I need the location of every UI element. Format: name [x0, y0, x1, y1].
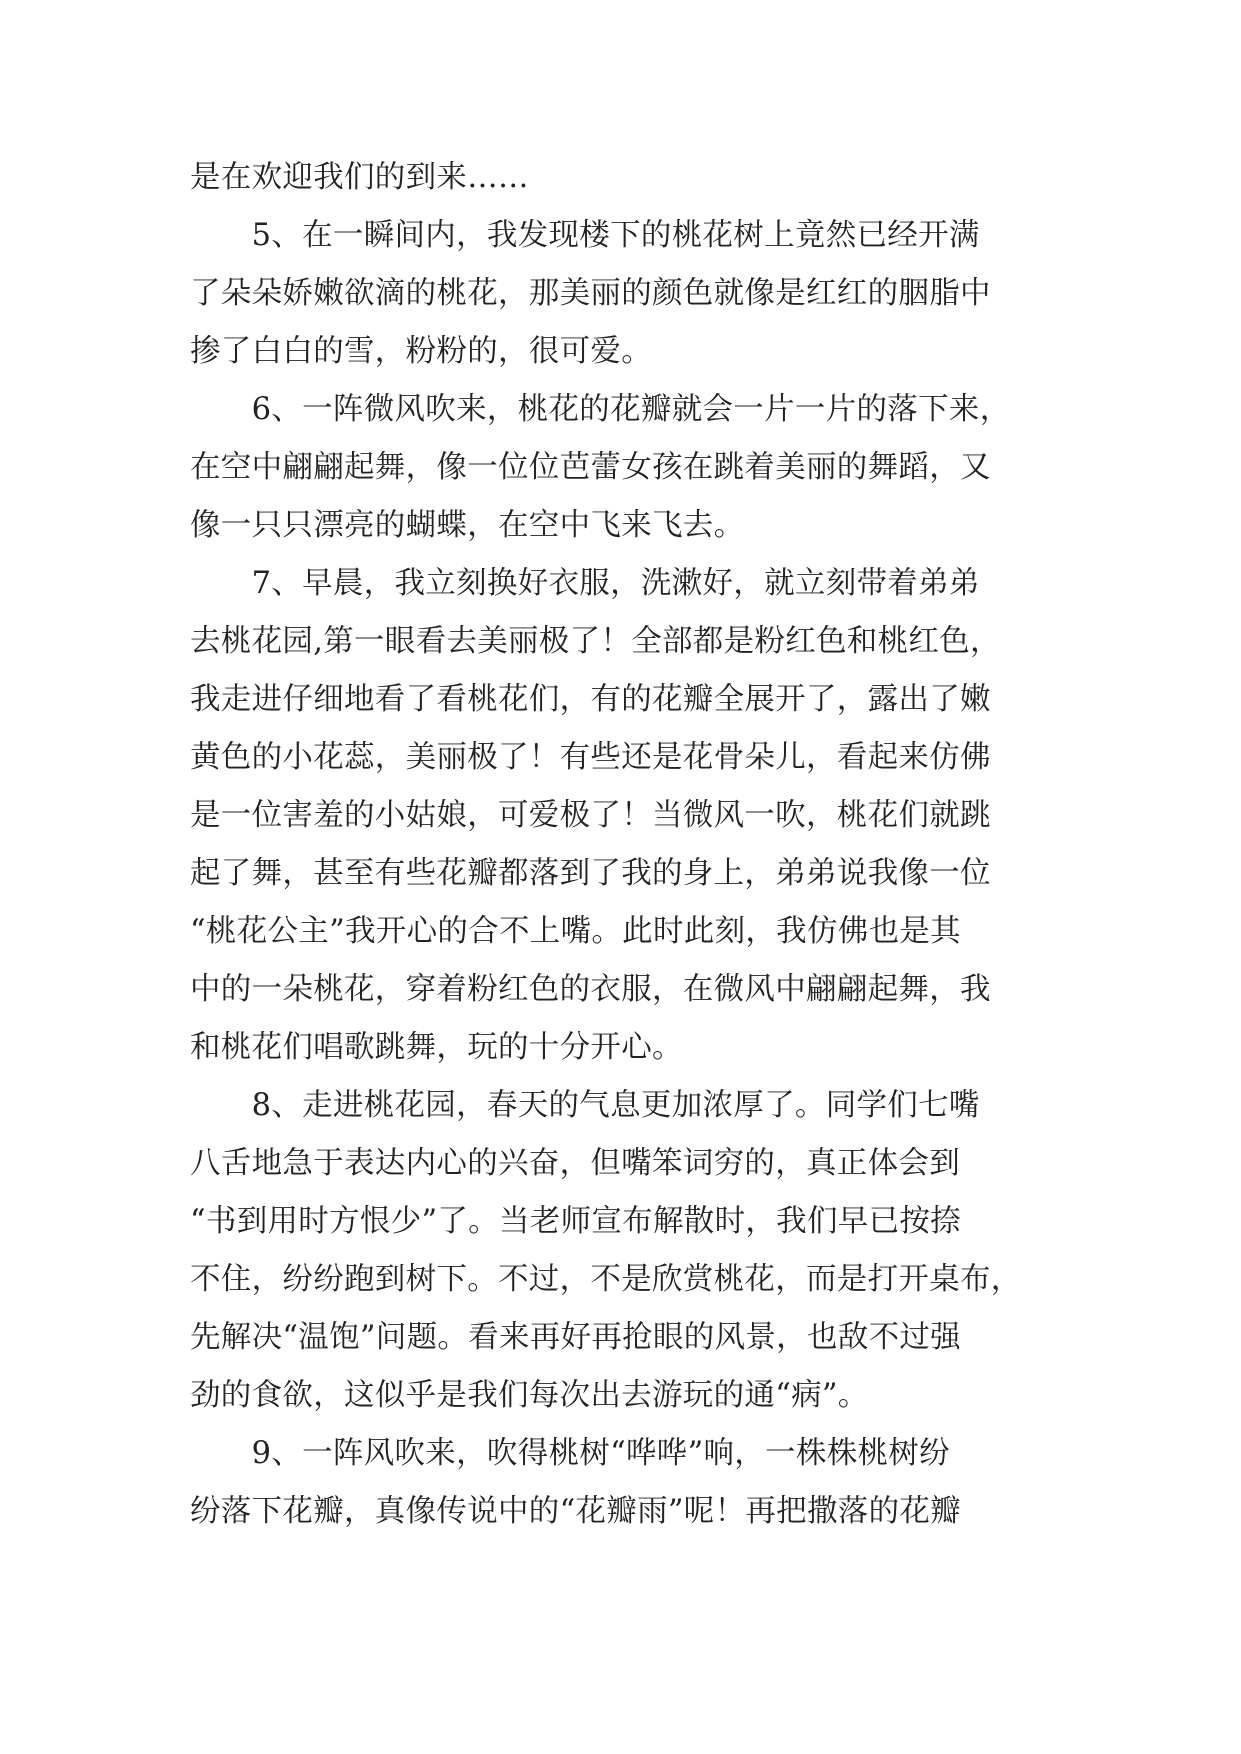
- text-line: 先解决“温饱”问题。看来再好再抢眼的风景，也敌不过强: [190, 1320, 961, 1355]
- text-line: 纷落下花瓣，真像传说中的“花瓣雨”呢！再把撒落的花瓣: [190, 1494, 961, 1529]
- text-line: 在空中翩翩起舞，像一位位芭蕾女孩在跳着美丽的舞蹈，又: [190, 450, 991, 485]
- text-line: 是在欢迎我们的到来……: [190, 160, 529, 195]
- text-line: 我走进仔细地看了看桃花们，有的花瓣全展开了，露出了嫩: [190, 682, 991, 717]
- text-line: 掺了白白的雪，粉粉的，很可爱。: [190, 334, 652, 369]
- text-line: 和桃花们唱歌跳舞，玩的十分开心。: [190, 1030, 683, 1065]
- text-line: 6、一阵微风吹来，桃花的花瓣就会一片一片的落下来，: [190, 392, 1011, 427]
- text-line: “书到用时方恨少”了。当老师宣布解散时，我们早已按捺: [190, 1204, 961, 1239]
- text-line: 起了舞，甚至有些花瓣都落到了我的身上，弟弟说我像一位: [190, 856, 991, 891]
- text-line: 5、在一瞬间内，我发现楼下的桃花树上竟然已经开满: [190, 218, 980, 253]
- text-line: “桃花公主”我开心的合不上嘴。此时此刻，我仿佛也是其: [190, 914, 961, 949]
- text-line: 是一位害羞的小姑娘，可爱极了！当微风一吹，桃花们就跳: [190, 798, 991, 833]
- text-line: 不住，纷纷跑到树下。不过，不是欣赏桃花，而是打开桌布，: [190, 1262, 1022, 1297]
- text-line: 了朵朵娇嫩欲滴的桃花，那美丽的颜色就像是红红的胭脂中: [190, 276, 991, 311]
- text-line: 黄色的小花蕊，美丽极了！有些还是花骨朵儿，看起来仿佛: [190, 740, 991, 775]
- text-line: 像一只只漂亮的蝴蝶，在空中飞来飞去。: [190, 508, 745, 543]
- text-line: 劲的食欲，这似乎是我们每次出去游玩的通“病”。: [190, 1378, 869, 1413]
- text-line: 9、一阵风吹来，吹得桃树“哗哗”响，一株株桃树纷: [190, 1436, 950, 1471]
- text-line: 八舌地急于表达内心的兴奋，但嘴笨词穷的，真正体会到: [190, 1146, 960, 1181]
- text-line: 8、走进桃花园，春天的气息更加浓厚了。同学们七嘴: [190, 1088, 980, 1123]
- text-line: 去桃花园,第一眼看去美丽极了！全部都是粉红色和桃红色，: [190, 624, 1001, 659]
- text-line: 中的一朵桃花，穿着粉红色的衣服，在微风中翩翩起舞，我: [190, 972, 991, 1007]
- text-line: 7、早晨，我立刻换好衣服，洗漱好，就立刻带着弟弟: [190, 566, 980, 601]
